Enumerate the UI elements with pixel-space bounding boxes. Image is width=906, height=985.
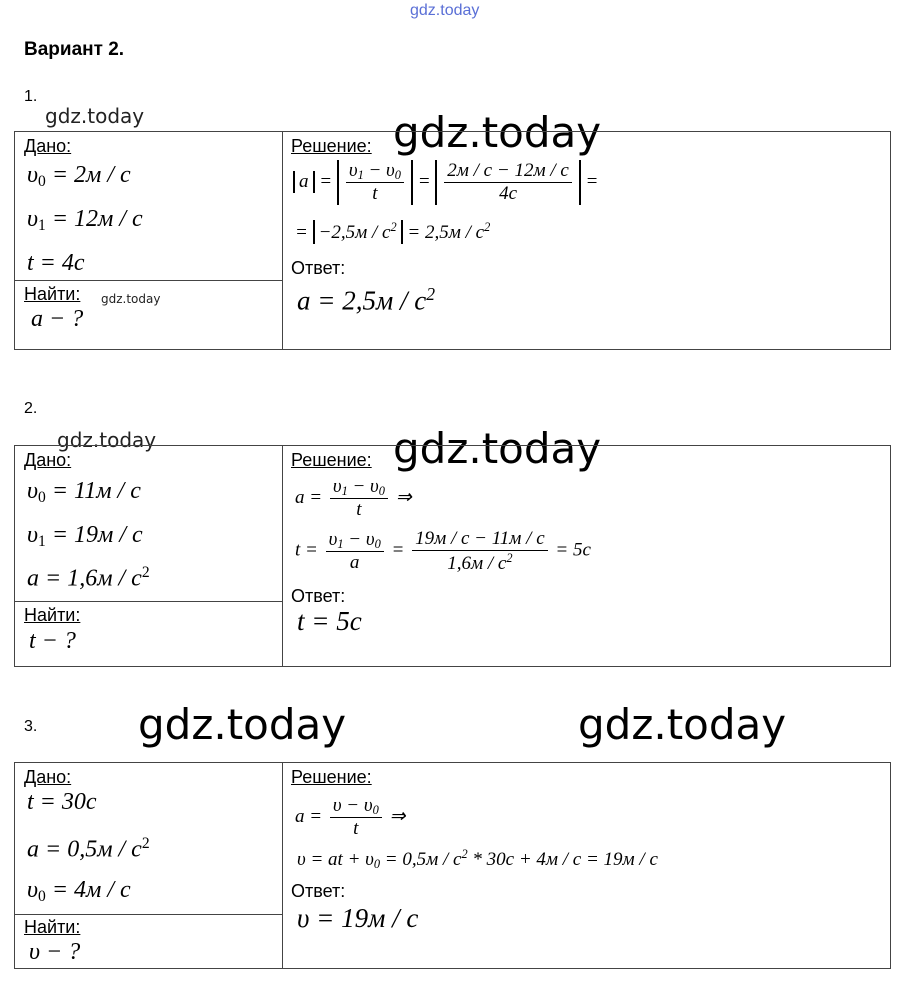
answer-label: Ответ: — [291, 258, 346, 278]
answer-value: t = 5с — [297, 606, 362, 636]
solution-line-1: a = $\frac{\upsilon_1 - \upsilon_0}{t}$ = $\frac{2м / с - 12м / с}{4с}$ = — [293, 160, 598, 205]
task-box-1 — [14, 131, 891, 350]
given-a: $a = 0,5м / с^2$ — [27, 835, 150, 863]
answer-label: Ответ: — [291, 881, 346, 901]
given-v1: $\upsilon_1 = 12м / с$ — [27, 206, 143, 234]
divider — [15, 914, 282, 915]
given-t: t = 4с — [27, 250, 85, 276]
page-title: Вариант 2. — [24, 39, 125, 60]
watermark: gdz.today — [138, 700, 347, 749]
answer-value: υ = 19м / с — [297, 903, 419, 933]
solution-label: Решение: — [291, 767, 372, 787]
find-label: Найти: — [24, 917, 81, 937]
watermark: gdz.today — [578, 700, 787, 749]
given-label: Дано: — [24, 136, 72, 156]
solution-label: Решение: — [291, 136, 372, 156]
solution-line-2: υ = at + $\upsilon_0 = 0,5м / с^2 * 30с + 4м / с = 19м / с$ — [297, 847, 658, 871]
find-value: a − ? — [31, 306, 84, 332]
watermark: gdz.today — [45, 104, 145, 128]
watermark-top: gdz.today — [410, 2, 480, 19]
given-a: $a = 1,6м / с^2$ — [27, 564, 150, 592]
solution-line-2: t = $\frac{\upsilon_1 - \upsilon_0}{a}$ = $\frac{19м / с - 11м / с}{1,6м / с^2}$ = 5с — [295, 528, 591, 574]
task-box-2 — [14, 445, 891, 667]
watermark: gdz.today — [393, 108, 602, 157]
given-v1: $\upsilon_1 = 19м / с$ — [27, 522, 143, 550]
given-v0: $\upsilon_0 = 11м / с$ — [27, 478, 141, 506]
given-t: t = 30с — [27, 789, 97, 815]
solution-line-1: a = $\frac{\upsilon - \upsilon_0}{t}$ ⇒ — [295, 795, 406, 840]
solution-label: Решение: — [291, 450, 372, 470]
answer-value: $a = 2,5м / с^2$ — [297, 284, 435, 316]
watermark: gdz.today — [393, 424, 602, 473]
given-v0: $\upsilon_0 = 4м / с$ — [27, 877, 131, 905]
task-number-1: 1. — [24, 88, 38, 105]
find-label: Найти: — [24, 605, 81, 625]
solution-line-2: = $-2,5м / с^2 = 2,5м / с^2$ — [295, 220, 491, 243]
task-box-3 — [14, 762, 891, 969]
divider — [15, 601, 282, 602]
watermark: gdz.today — [101, 292, 161, 306]
find-value: t − ? — [29, 628, 76, 654]
task-number-3: 3. — [24, 718, 38, 735]
given-label: Дано: — [24, 767, 72, 787]
find-value: υ − ? — [29, 939, 81, 965]
given-label: Дано: — [24, 450, 72, 470]
watermark: gdz.today — [57, 428, 157, 452]
given-v0: $\upsilon_0 = 2м / с$ — [27, 162, 131, 190]
answer-label: Ответ: — [291, 586, 346, 606]
task-number-2: 2. — [24, 400, 38, 417]
find-label: Найти: — [24, 284, 81, 304]
divider — [15, 280, 282, 281]
solution-line-1: a = $\frac{\upsilon_1 - \upsilon_0}{t}$ ⇒ — [295, 476, 412, 521]
